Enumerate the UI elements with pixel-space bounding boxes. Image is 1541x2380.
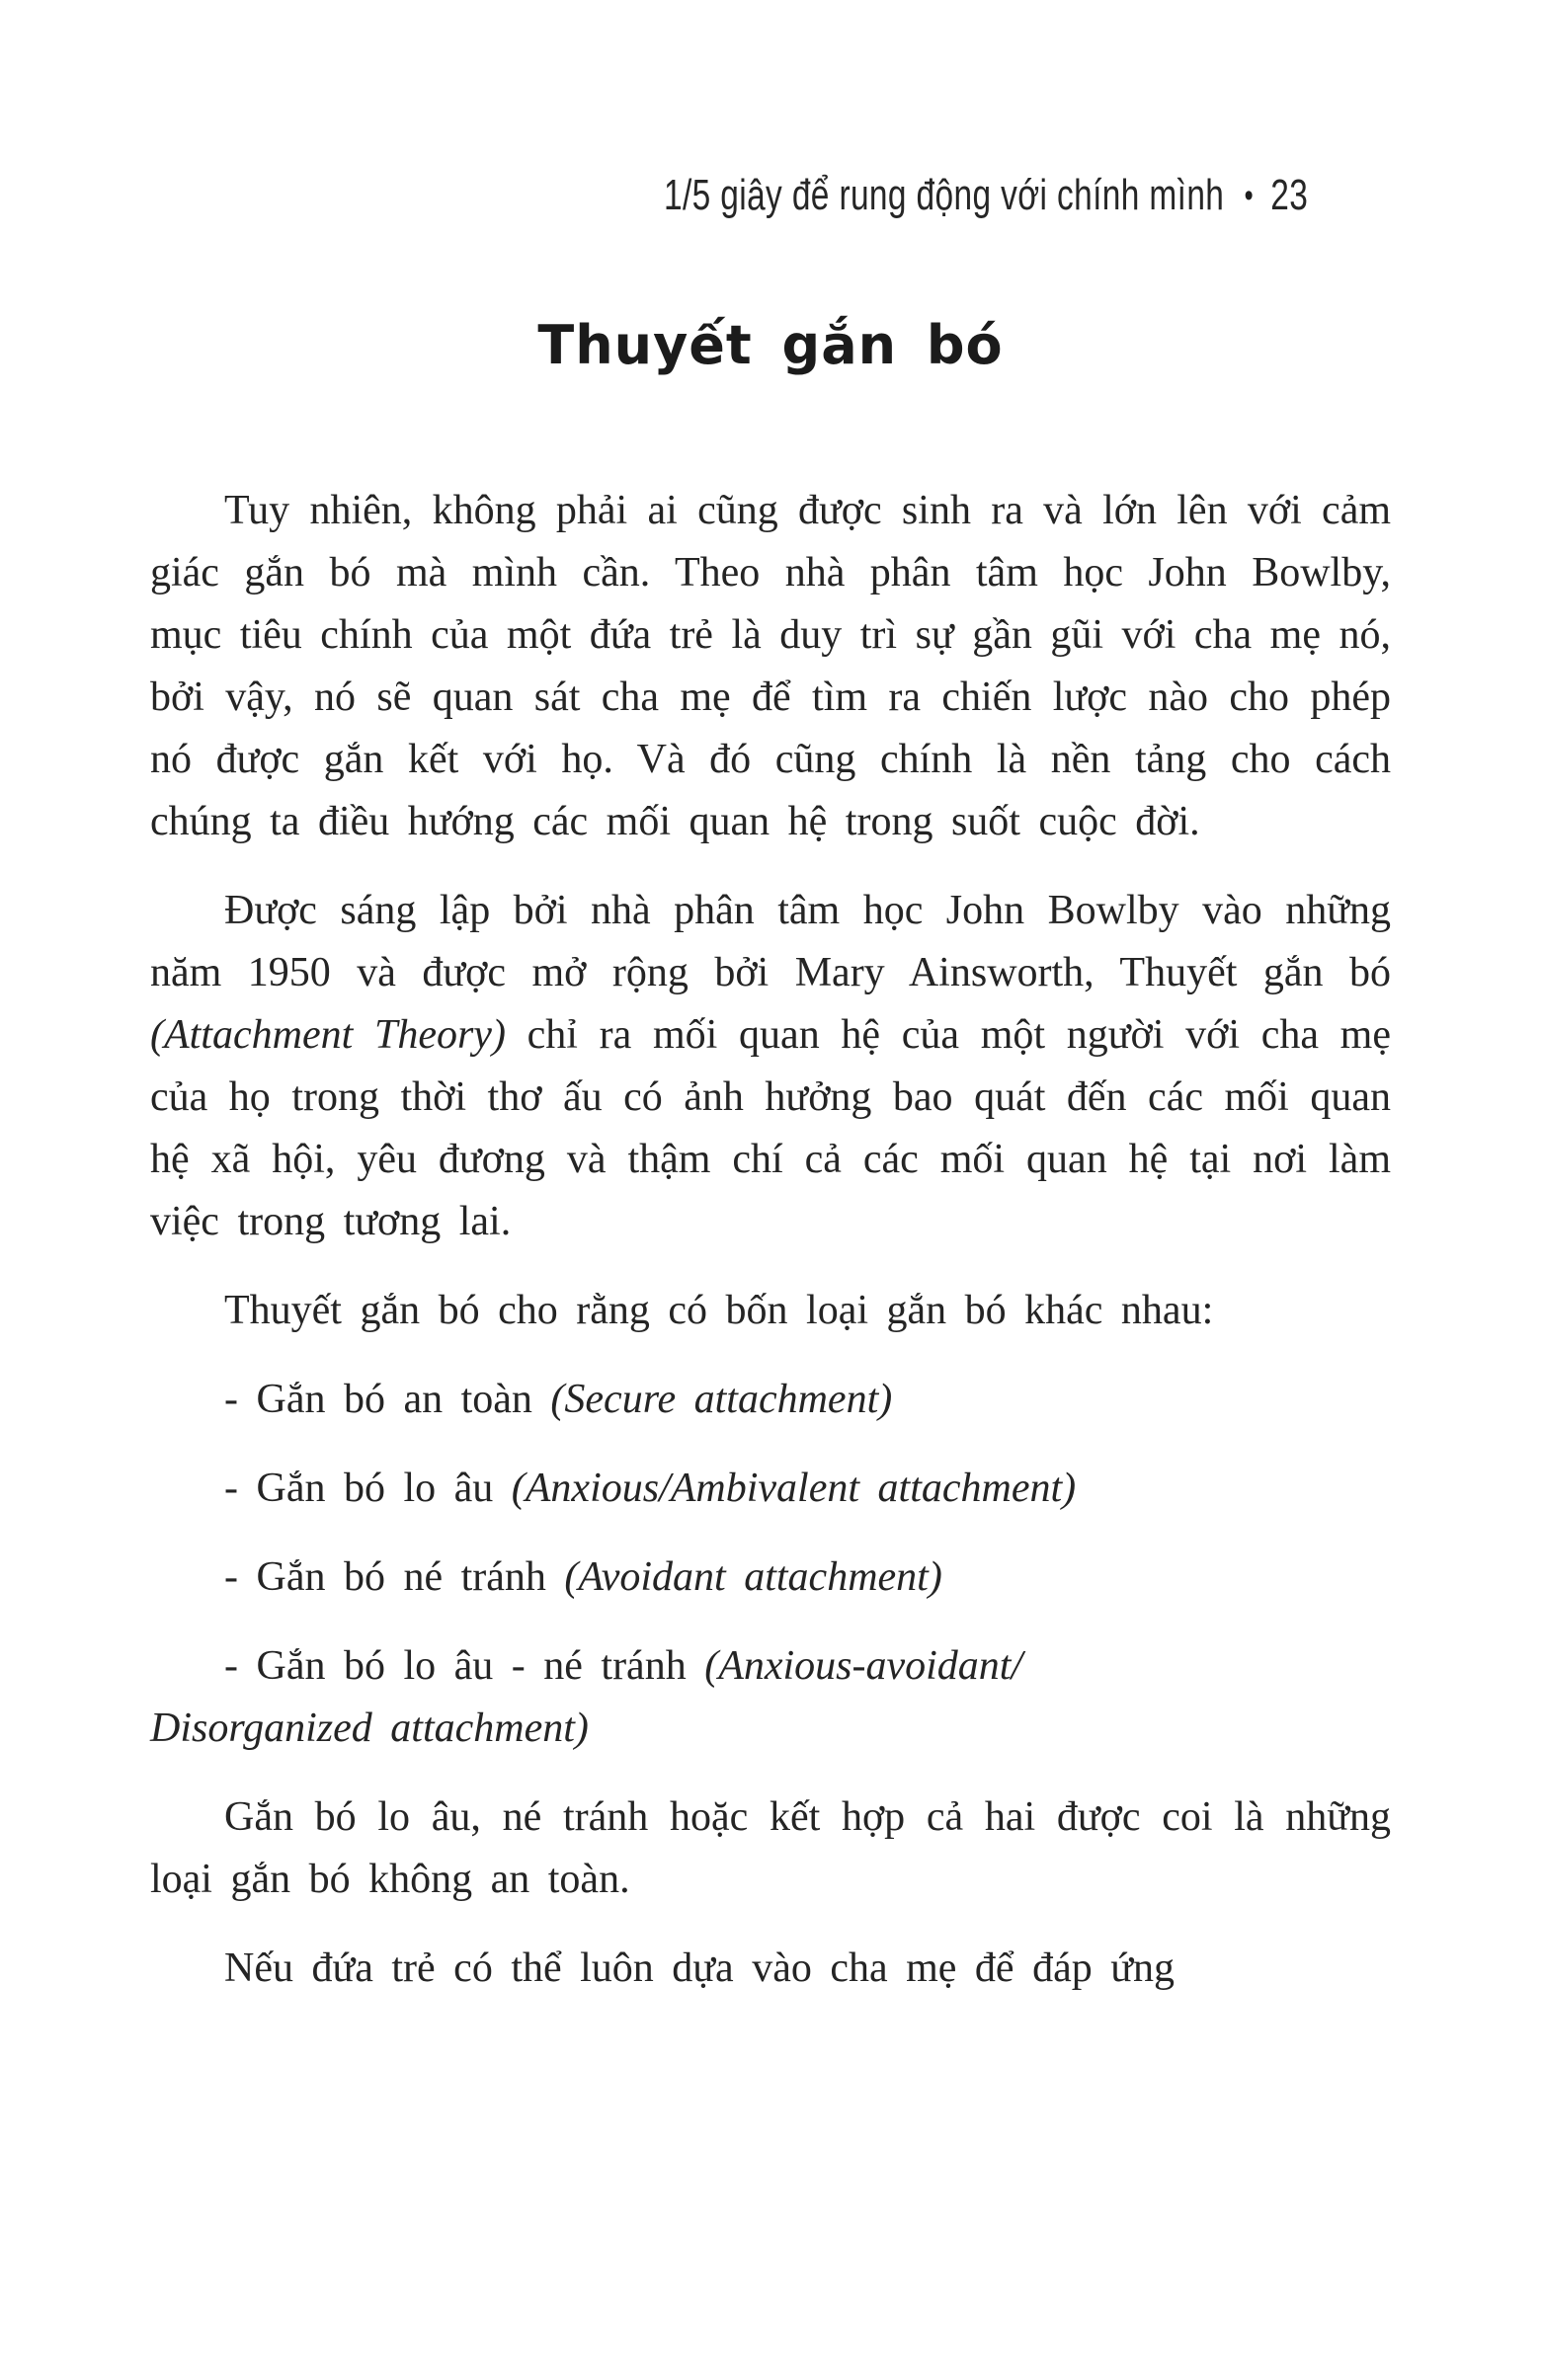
- text-run: Nếu đứa trẻ có thể luôn dựa vào cha mẹ để đáp ứng: [224, 1945, 1175, 1991]
- italic-text-run: (Attachment Theory): [150, 1012, 506, 1058]
- running-header-title: 1/5 giây để rung động với chính mình: [663, 171, 1225, 219]
- text-run: Thuyết gắn bó cho rằng có bốn loại gắn bó khác nhau:: [224, 1288, 1214, 1333]
- paragraph: [150, 880, 1391, 1253]
- italic-text-run: (Avoidant attachment): [564, 1554, 942, 1600]
- italic-text-run: Disorganized attachment): [150, 1706, 589, 1751]
- text-run: Gắn bó lo âu, né tránh hoặc kết hợp cả hai được coi là những loại gắn bó không an toàn.: [150, 1794, 1391, 1902]
- text-run: - Gắn bó né tránh: [224, 1554, 565, 1600]
- running-header: [0, 170, 1541, 221]
- body-text: [0, 480, 1541, 2000]
- paragraph: [150, 1547, 1391, 1609]
- italic-text-run: (Secure attachment): [550, 1377, 893, 1422]
- paragraph: [150, 1635, 1391, 1760]
- paragraph: [150, 1369, 1391, 1431]
- text-run: - Gắn bó lo âu - né tránh: [224, 1643, 705, 1689]
- paragraph: [150, 480, 1391, 853]
- text-run: Được sáng lập bởi nhà phân tâm học John Bowlby vào những năm 1950 và được mở rộng bởi Mary Ainsworth, Thuyết gắn bó: [150, 888, 1391, 995]
- italic-text-run: (Anxious-avoidant/: [704, 1643, 1023, 1689]
- text-run: chỉ ra mối quan hệ của một người với cha mẹ của họ trong thời thơ ấu có ảnh hưởng bao quát đến các mối quan hệ xã hội, yêu đương và thậm chí cả các mối quan hệ tại nơi làm việc trong tương lai.: [150, 1012, 1391, 1244]
- chapter-title: Thuyết gắn bó: [537, 314, 1004, 376]
- running-header-content: [664, 170, 1308, 221]
- italic-text-run: (Anxious/Ambivalent attachment): [511, 1466, 1077, 1511]
- paragraph: [150, 1786, 1391, 1911]
- paragraph: [150, 1280, 1391, 1342]
- page-number: 23: [1270, 171, 1308, 219]
- paragraph: [150, 1458, 1391, 1520]
- paragraph: [150, 1938, 1391, 2000]
- text-run: - Gắn bó lo âu: [224, 1466, 512, 1511]
- text-run: Tuy nhiên, không phải ai cũng được sinh ra và lớn lên với cảm giác gắn bó mà mình cần. Theo nhà phân tâm học John Bowlby, mục tiêu chính của một đứa trẻ là duy trì sự gần gũi với cha mẹ nó, bởi vậy, nó sẽ quan sát cha mẹ để tìm ra chiến lược nào cho phép nó được gắn kết với họ. Và đó cũng chính là nền tảng cho cách chúng ta điều hướng các mối quan hệ trong suốt cuộc đời.: [150, 488, 1391, 844]
- header-separator-dot: •: [1244, 177, 1254, 214]
- text-run: - Gắn bó an toàn: [224, 1377, 551, 1422]
